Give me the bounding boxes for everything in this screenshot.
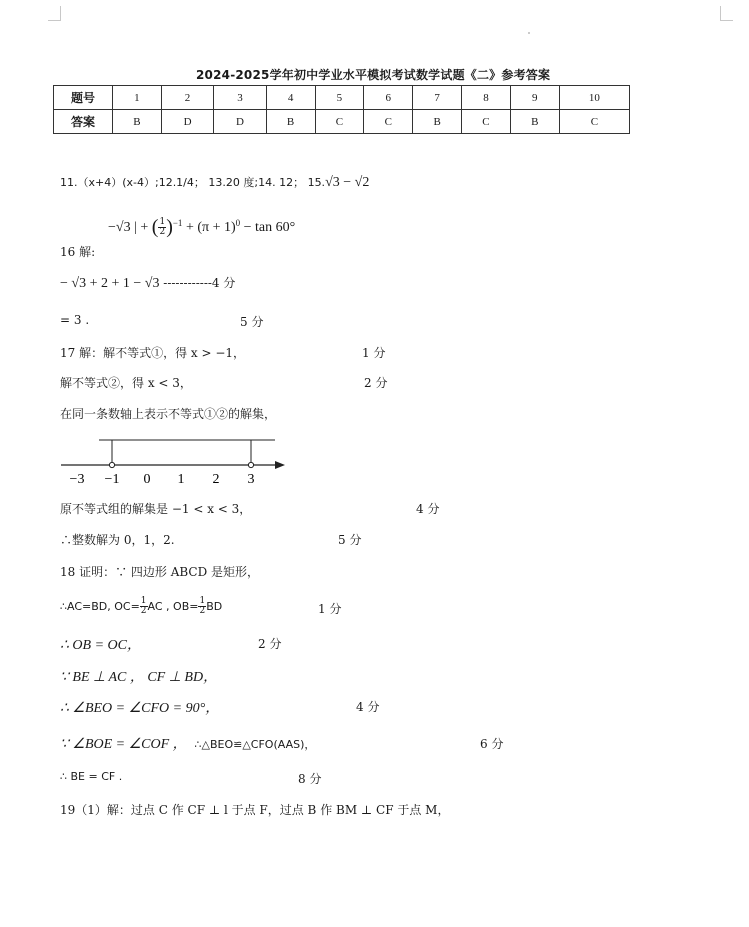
question-number: 1 xyxy=(113,86,162,110)
tick-label: −3 xyxy=(69,472,85,487)
q18-line6-score: 6 分 xyxy=(480,737,504,751)
number-line-diagram xyxy=(55,428,295,488)
q18-line2-b: AC , OB= xyxy=(147,600,199,613)
q17-line5: ∴整数解为 0，1，2. xyxy=(60,533,175,547)
q18-line6 xyxy=(60,733,315,753)
q17-line5-score: 5 分 xyxy=(338,533,362,547)
row-label-answers: 答案 xyxy=(54,110,113,134)
q16-step1-expr: − √3 + 2 + 1 − √3 xyxy=(60,276,160,291)
tick-label: −1 xyxy=(104,472,120,487)
question-number: 6 xyxy=(364,86,413,110)
paren-close: ) xyxy=(166,216,173,238)
row-label-numbers: 题号 xyxy=(54,86,113,110)
frac-numerator: 1 xyxy=(199,596,206,606)
frac-denominator: 2 xyxy=(140,606,147,616)
q16-exp-zero: 0 xyxy=(235,218,241,228)
answer-cell: B xyxy=(266,110,315,134)
q17-line2: 解不等式②，得 x < 3， xyxy=(60,376,192,390)
q18-line5: ∴ ∠BEO = ∠CFO = 90°， xyxy=(60,701,220,716)
fill-in-answers xyxy=(60,174,369,191)
question-number: 3 xyxy=(214,86,266,110)
q18-line7-score: 8 分 xyxy=(298,772,322,786)
q16-expr-left: −√3 | + xyxy=(108,220,152,235)
paren-open: ( xyxy=(151,216,159,238)
frac-denominator: 2 xyxy=(159,227,166,237)
half-fraction xyxy=(140,597,148,616)
frac-denominator: 2 xyxy=(199,606,206,616)
question-number: 8 xyxy=(462,86,511,110)
open-dot-minus1 xyxy=(109,462,114,467)
frac-numerator: 1 xyxy=(140,596,147,606)
tick-label: 2 xyxy=(212,472,220,487)
q16-step1 xyxy=(60,274,235,292)
q16-step2-score: 5 分 xyxy=(240,315,264,329)
q18-line2-a: ∴AC=BD, OC= xyxy=(60,600,140,613)
frac-numerator: 1 xyxy=(159,217,166,227)
q18-line7: ∴ BE = CF . xyxy=(60,770,123,783)
question-number: 5 xyxy=(315,86,364,110)
q17-line2-score: 2 分 xyxy=(364,376,388,390)
q18-line3-score: 2 分 xyxy=(258,637,282,651)
axis-arrow-icon xyxy=(275,461,285,469)
q17-line3: 在同一条数轴上表示不等式①②的解集， xyxy=(60,407,277,421)
answer-cell: B xyxy=(510,110,559,134)
q16-middle: + (π + 1) xyxy=(182,220,236,235)
q17-line1-score: 1 分 xyxy=(362,346,386,360)
answer-cell: B xyxy=(413,110,462,134)
open-dot-3 xyxy=(248,462,253,467)
crop-mark-left xyxy=(48,6,61,21)
question-number: 9 xyxy=(510,86,559,110)
question-number: 10 xyxy=(559,86,629,110)
q18-line2 xyxy=(60,597,222,616)
q16-expression xyxy=(108,216,295,239)
answer-cell: C xyxy=(559,110,629,134)
fill-in-expr: √3 − √2 xyxy=(325,175,370,190)
q17-line1: 17 解：解不等式①，得 x > −1， xyxy=(60,346,246,360)
answer-cell: B xyxy=(113,110,162,134)
tick-label: 3 xyxy=(247,472,255,487)
answer-table xyxy=(53,85,630,134)
q18-line2-c: BD xyxy=(206,600,223,613)
q16-step1-score: ------------4 分 xyxy=(159,276,236,290)
question-number: 7 xyxy=(413,86,462,110)
q16-label: 16 解: xyxy=(60,245,96,259)
q18-line1: 18 证明：∵ 四边形 ABCD 是矩形， xyxy=(60,565,260,579)
tick-label: 1 xyxy=(177,472,185,487)
q18-line6-a: ∵ ∠BOE = ∠COF ， xyxy=(60,737,187,752)
tick-label: 0 xyxy=(143,472,151,487)
q16-exp-neg1: −1 xyxy=(172,218,183,228)
answer-cell: C xyxy=(462,110,511,134)
q17-line4: 原不等式组的解集是 −1 < x < 3， xyxy=(60,502,252,516)
question-number: 4 xyxy=(266,86,315,110)
q18-line3: ∴ OB = OC， xyxy=(60,638,141,653)
q17-line4-score: 4 分 xyxy=(416,502,440,516)
answer-cell: C xyxy=(364,110,413,134)
crop-mark-right xyxy=(720,6,733,21)
table-row-answers xyxy=(54,110,630,134)
document-title: 2024-2025学年初中学业水平模拟考试数学试题《二》参考答案 xyxy=(196,68,551,82)
answer-cell: C xyxy=(315,110,364,134)
question-number: 2 xyxy=(161,86,213,110)
answer-cell: D xyxy=(161,110,213,134)
q18-line6-b: ∴△BEO≌△CFO(AAS)， xyxy=(194,738,316,751)
fill-in-text: 11.（x+4）(x-4）;12.1/4； 13.20 度;14. 12； 15. xyxy=(60,176,326,189)
q19-line1: 19（1）解：过点 C 作 CF ⊥ l 于点 F，过点 B 作 BM ⊥ CF 于点 M， xyxy=(60,803,450,817)
q18-line2-score: 1 分 xyxy=(318,602,342,616)
q16-right: − tan 60° xyxy=(240,220,296,235)
table-row-numbers xyxy=(54,86,630,110)
q16-step2: = 3 . xyxy=(60,313,90,327)
q18-line5-score: 4 分 xyxy=(356,700,380,714)
speck xyxy=(528,32,530,34)
q18-line4: ∵ BE ⊥ AC ， CF ⊥ BD， xyxy=(60,670,218,685)
answer-cell: D xyxy=(214,110,266,134)
